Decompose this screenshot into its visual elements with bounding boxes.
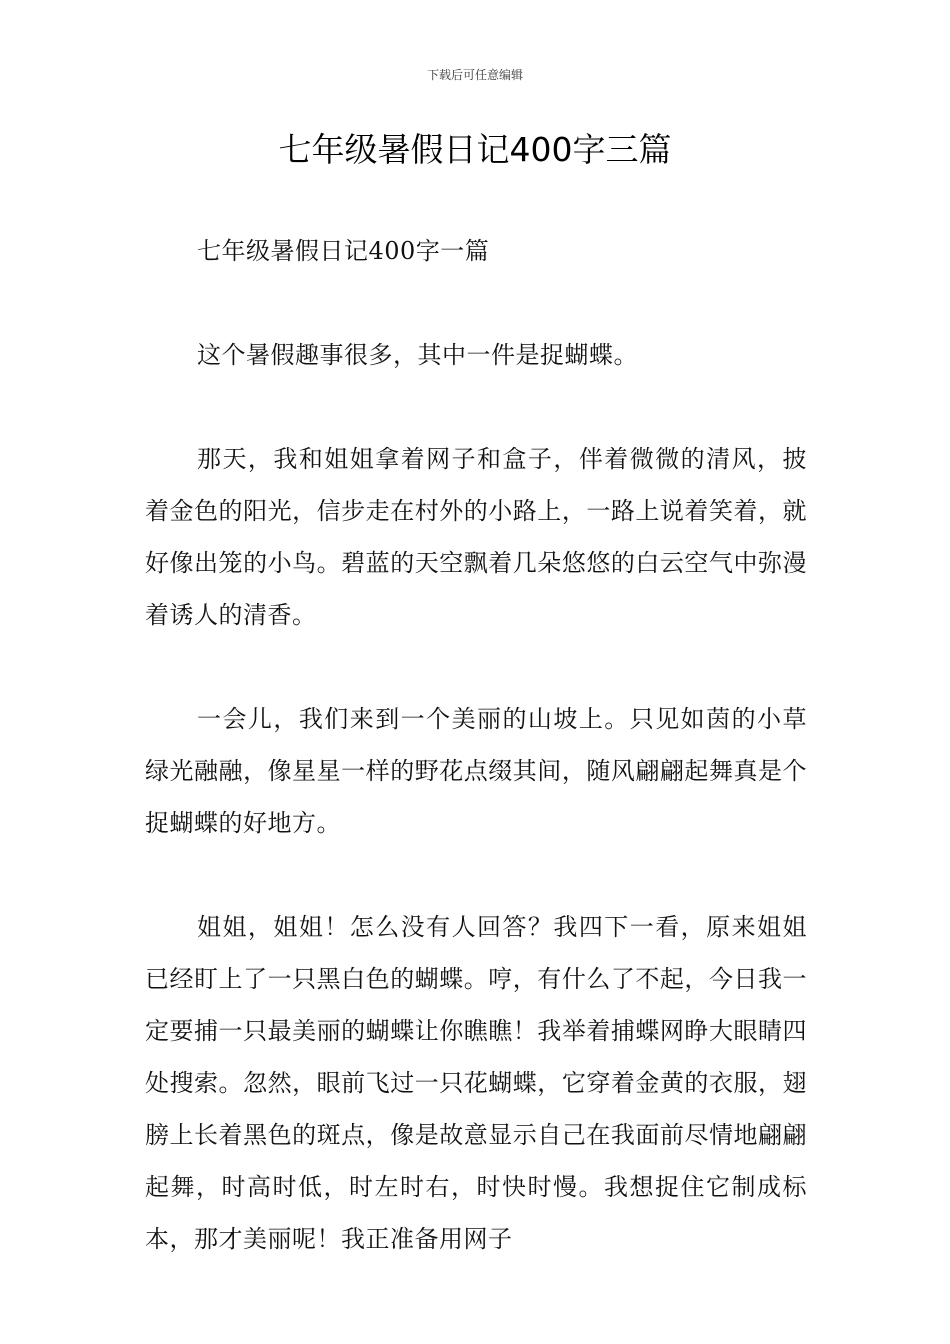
document-body	[145, 225, 807, 1265]
paragraph: 一会儿，我们来到一个美丽的山坡上。只见如茵的小草绿光融融，像星星一样的野花点缀其间，随风翩翩起舞真是个捉蝴蝶的好地方。	[145, 705, 807, 837]
paragraph: 那天，我和姐姐拿着网子和盒子，伴着微微的清风，披着金色的阳光，信步走在村外的小路上，一路上说着笑着，就好像出笼的小鸟。碧蓝的天空飘着几朵悠悠的白云空气中弥漫着诱人的清香。	[145, 445, 807, 629]
paragraph-subtitle: 七年级暑假日记400字一篇	[197, 237, 490, 265]
header-note: 下载后可任意编辑	[426, 68, 523, 82]
paragraph: 这个暑假趣事很多，其中一件是捉蝴蝶。	[197, 341, 638, 369]
paragraph: 姐姐，姐姐！怎么没有人回答？我四下一看，原来姐姐已经盯上了一只黑白色的蝴蝶。哼，有什么了不起，今日我一定要捕一只最美丽的蝴蝶让你瞧瞧！我举着捕蝶网睁大眼睛四处搜索。忽然，眼前飞过一只花蝴蝶，它穿着金黄的衣服，翅膀上长着黑色的斑点，像是故意显示自己在我面前尽情地翩翩起舞，时高时低，时左时右，时快时慢。我想捉住它制成标本，那才美丽呢！我正准备用网子	[145, 913, 807, 1253]
document-title: 七年级暑假日记400字三篇	[278, 130, 672, 169]
